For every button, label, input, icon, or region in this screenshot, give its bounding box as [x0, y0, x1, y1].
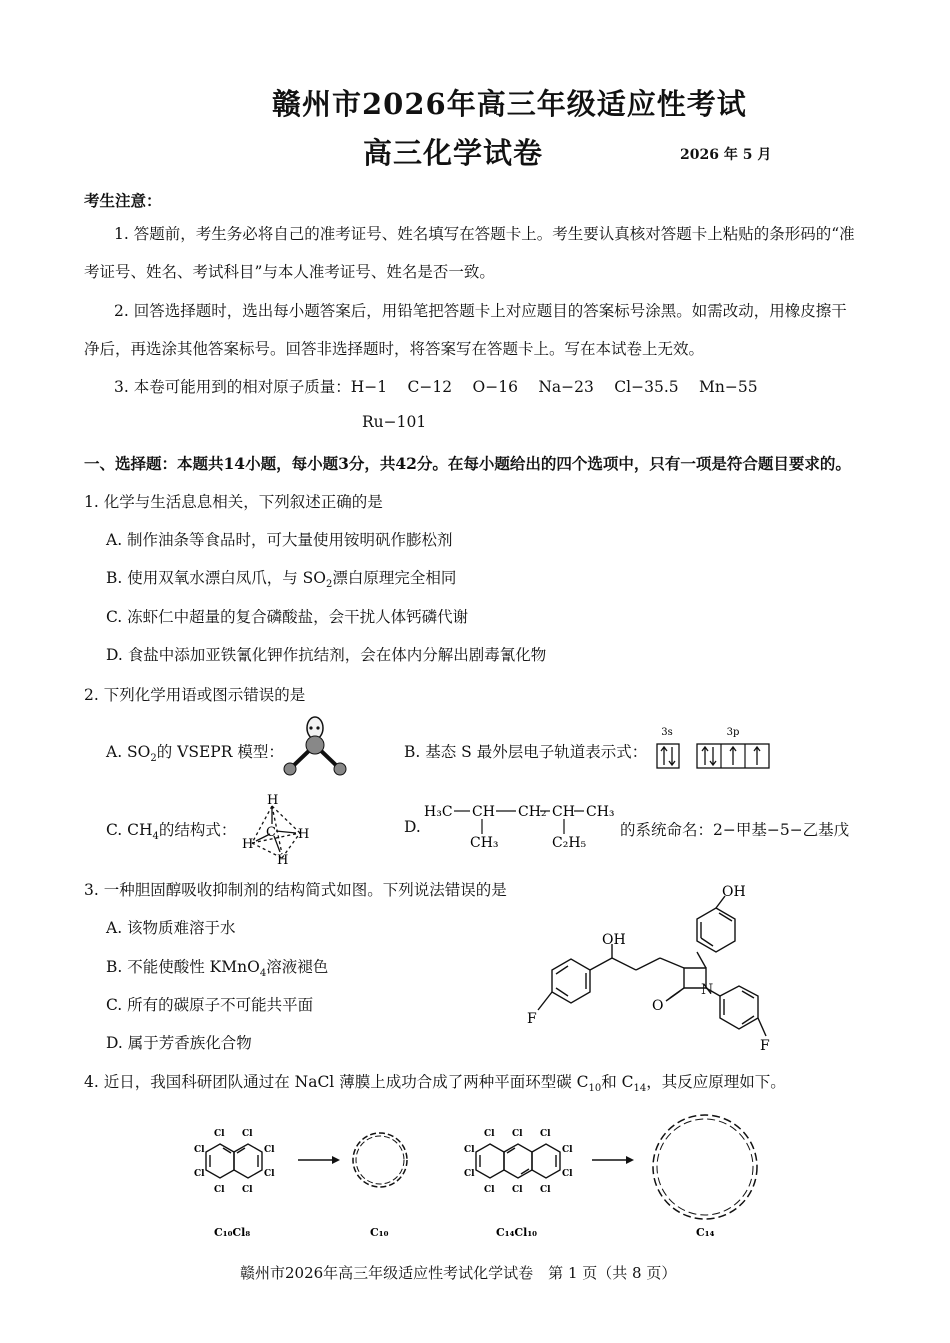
cl-atom: Cl: [464, 1145, 475, 1155]
q3-option-b-pre: B. 不能使酸性 KMnO: [106, 958, 260, 976]
orbital-3s-box: [657, 744, 679, 768]
q2-stem: 2. 下列化学用语或图示错误的是: [84, 686, 306, 704]
q1-option-b-pre: B. 使用双氧水漂白凤爪，与 SO: [106, 569, 326, 587]
cl-atom: Cl: [242, 1129, 253, 1139]
q1-option-a: A. 制作油条等食品时，可大量使用铵明矾作膨松剂: [106, 531, 453, 549]
q4-stem-pre: 4. 近日，我国科研团队通过在 NaCl 薄膜上成功合成了两种平面环型碳 C: [84, 1073, 589, 1091]
cl-atom: Cl: [562, 1169, 573, 1179]
q1-option-b-post: 漂白原理完全相同: [332, 569, 457, 587]
f-right-label: F: [760, 1038, 770, 1054]
chain-ch3-branch: CH₃: [470, 835, 499, 851]
exam-date: 2026 年 5 月: [680, 147, 772, 163]
cl-atom: Cl: [540, 1185, 551, 1195]
condensed-formula: [424, 798, 624, 858]
q2-option-d-name: 的系统命名：2−甲基−5−乙基戊: [620, 821, 850, 839]
cl-atom: Cl: [214, 1129, 225, 1139]
q4-sub2: 14: [633, 1083, 647, 1095]
label-c10cl8: C₁₀Cl₈: [214, 1226, 251, 1239]
page-footer: 赣州市2026年高三年级适应性考试化学试卷 第 1 页（共 8 页）: [240, 1264, 677, 1282]
cl-atom: Cl: [264, 1145, 275, 1155]
label-3s: 3s: [661, 727, 673, 738]
oh-label: OH: [602, 932, 626, 948]
sulfur-atom: [306, 736, 324, 754]
label-c10: C₁₀: [370, 1226, 389, 1239]
cl-atom: Cl: [264, 1169, 275, 1179]
q1-option-b-sub: 2: [326, 579, 333, 591]
label-c14cl10: C₁₄Cl₁₀: [496, 1226, 537, 1239]
q1-option-c: C. 冻虾仁中超量的复合磷酸盐，会干扰人体钙磷代谢: [106, 608, 469, 626]
cl-atom: Cl: [484, 1129, 495, 1139]
c14-ring: [653, 1115, 757, 1219]
q1-stem: 1. 化学与生活息息相关，下列叙述正确的是: [84, 493, 383, 511]
notice-item-3-line-2: Ru−101: [362, 413, 427, 431]
chain-c2h5: C₂H₅: [552, 835, 587, 851]
ch4-structure: [238, 788, 318, 868]
chain-ch2: CH₂: [518, 804, 547, 820]
q3-option-c: C. 所有的碳原子不可能共平面: [106, 996, 314, 1014]
ch4-h-bottom: H: [277, 853, 289, 868]
notice-item-1-line-1: 1. 答题前，考生务必将自己的准考证号、姓名填写在答题卡上。考生要认真核对答题卡上粘贴的条形码的“准: [114, 225, 855, 243]
q3-option-b-sub: 4: [259, 968, 267, 980]
q1-option-d: D. 食盐中添加亚铁氰化钾作抗结剂，会在体内分解出剧毒氰化物: [106, 646, 547, 664]
q3-molecule-structure: [520, 878, 780, 1058]
cl-atom: Cl: [242, 1185, 253, 1195]
cl-atom: Cl: [540, 1129, 551, 1139]
oh-top-label: OH: [722, 884, 746, 900]
q2-option-a-pre: A. SO: [106, 743, 151, 761]
so2-vsepr-model: [280, 718, 350, 778]
q3-option-b: [106, 955, 328, 979]
cl-atom: Cl: [194, 1145, 205, 1155]
q3-option-a: A. 该物质难溶于水: [106, 919, 236, 937]
cl-atom: Cl: [512, 1129, 523, 1139]
section-1-heading: 一、选择题：本题共14小题，每小题3分，共42分。在每小题给出的四个选项中，只有一项是符合题目要求的。: [84, 454, 851, 473]
q2-option-c-sub: 4: [152, 831, 159, 843]
q4-reaction-scheme: [180, 1112, 780, 1252]
cl-atom: Cl: [464, 1169, 475, 1179]
q2-option-a-post: 的 VSEPR 模型：: [156, 743, 284, 761]
q3-option-b-post: 溶液褪色: [266, 958, 329, 976]
notice-item-1-line-2: 考证号、姓名、考试科目”与本人准考证号、姓名是否一致。: [84, 263, 495, 281]
q2-option-a: [106, 740, 284, 764]
q2-option-a-sub: 2: [150, 753, 157, 765]
q2-option-b: B. 基态 S 最外层电子轨道表示式：: [404, 743, 648, 761]
exam-title: 赣州市2026年高三年级适应性考试: [272, 87, 747, 121]
oxygen-atom: [284, 763, 296, 775]
ch4-h-right: H: [298, 827, 310, 842]
ch4-h-left: H: [242, 837, 254, 852]
chain-ch-2: CH: [552, 804, 575, 820]
q2-option-c-post: 的结构式：: [158, 821, 237, 839]
lone-pair-electron: [316, 726, 319, 729]
notice-item-3-line-1: 3. 本卷可能用到的相对原子质量：H−1 C−12 O−16 Na−23 Cl−35.5 Mn−55: [114, 378, 758, 396]
paper-subtitle: 高三化学试卷: [363, 136, 544, 170]
chain-ch3-end: CH₃: [586, 804, 615, 820]
chain-h3c: H₃C: [424, 804, 453, 820]
n-label: N: [701, 982, 714, 998]
q4-stem-post: ，其反应原理如下。: [646, 1073, 786, 1091]
cl-atom: Cl: [214, 1185, 225, 1195]
f-left-label: F: [527, 1011, 537, 1027]
q2-option-c: [106, 818, 236, 842]
oxygen-atom: [334, 763, 346, 775]
q2-option-d-label: D.: [404, 818, 421, 836]
q4-sub1: 10: [588, 1083, 602, 1095]
lone-pair-electron: [309, 726, 312, 729]
label-c14: C₁₄: [696, 1226, 715, 1239]
ch4-c: C: [266, 825, 276, 840]
chain-ch-1: CH: [472, 804, 495, 820]
q2-option-c-pre: C. CH: [106, 821, 153, 839]
cl-atom: Cl: [562, 1145, 573, 1155]
ch4-h-top: H: [267, 793, 279, 808]
q1-option-b: [106, 566, 456, 590]
label-3p: 3p: [726, 727, 740, 738]
cl-atom: Cl: [512, 1185, 523, 1195]
orbital-diagram: [655, 725, 775, 775]
notice-heading: 考生注意：: [84, 191, 162, 210]
q3-option-d: D. 属于芳香族化合物: [106, 1034, 252, 1052]
cl-atom: Cl: [194, 1169, 205, 1179]
c10-ring: [353, 1133, 407, 1187]
notice-item-2-line-2: 净后，再选涂其他答案标号。回答非选择题时，将答案写在答题卡上。写在本试卷上无效。: [84, 340, 705, 358]
notice-item-2-line-1: 2. 回答选择题时，选出每小题答案后，用铅笔把答题卡上对应题目的答案标号涂黑。如需改动，用橡皮擦干: [114, 302, 847, 320]
o-label: O: [652, 998, 664, 1014]
q4-stem-mid: 和 C: [601, 1073, 634, 1091]
cl-atom: Cl: [484, 1185, 495, 1195]
q3-stem: 3. 一种胆固醇吸收抑制剂的结构简式如图。下列说法错误的是: [84, 881, 507, 899]
q4-stem: [84, 1070, 786, 1094]
